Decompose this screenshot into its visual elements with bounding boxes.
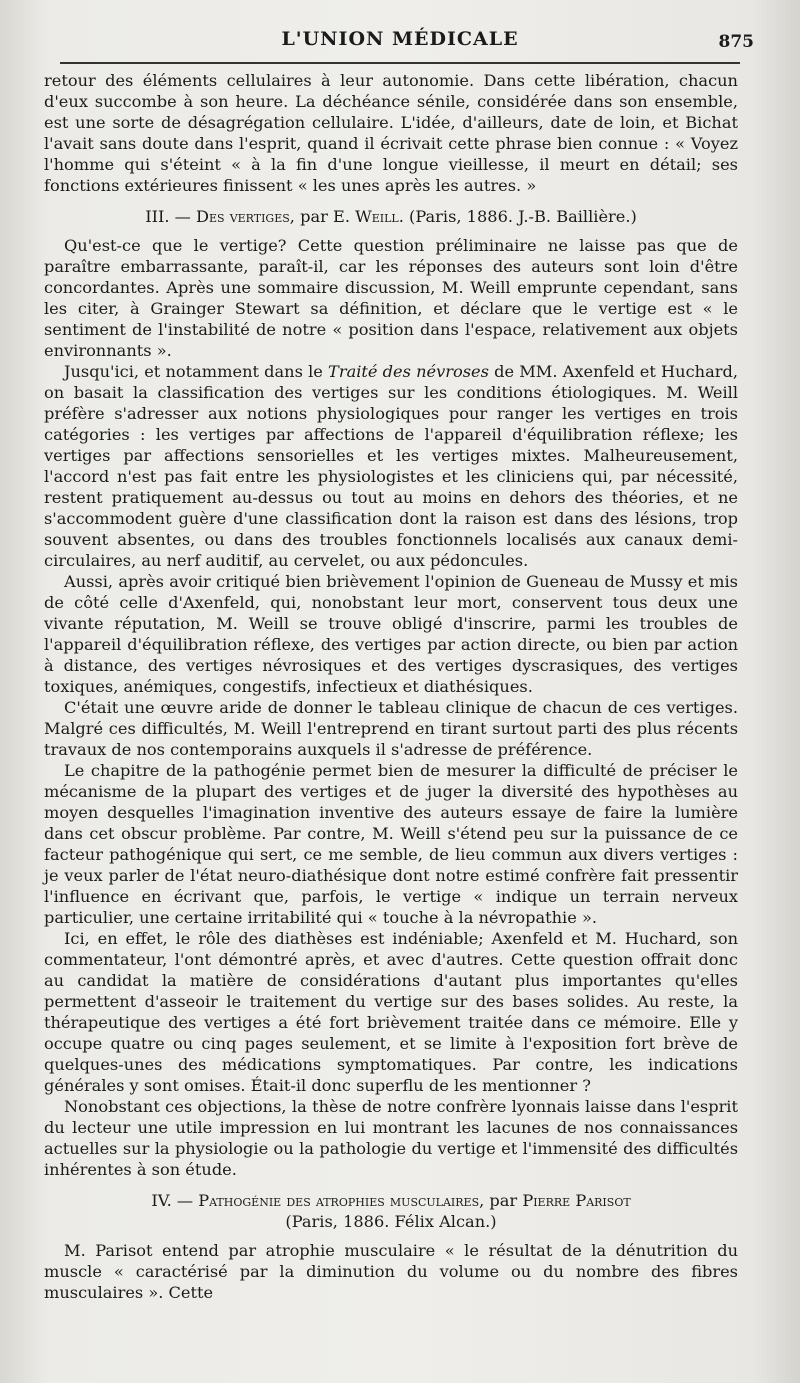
page-number: 875 (718, 32, 754, 52)
section-author: Pierre Parisot (522, 1191, 631, 1210)
section-by: , par (289, 207, 333, 226)
section-numeral: III. — (145, 207, 196, 226)
paragraph-text: de MM. Axenfeld et Huchard, on basait la classification des vertiges sur les conditions étiologiques. M. Weill préfère s'adresser aux notions physiologiques pour ranger les vertiges en trois catégories : les vertiges par affections de l'appareil d'équilibration réflexe; les vertiges par affections sensorielles et les vertiges mixtes. Malheureusement, l'accord n'est pas fait entre les physiologistes et les cliniciens qui, par nécessité, restent pratiquement au-dessus ou tout au moins en dehors des théories, et ne s'accommodent guère d'une classification dont la raison est dans des lésions, trop souvent absentes, ou dans des troubles fonctionnels localisés aux canaux demi-circulaires, au nerf auditif, au cervelet, ou aux pédoncules. (44, 362, 738, 570)
paragraph: M. Parisot entend par atrophie musculaire « le résultat de la dénutrition du muscle « caractérisé par la diminution du volume ou du nombre des fibres musculaires ». Cette (44, 1241, 738, 1302)
section-publication: (Paris, 1886. Félix Alcan.) (285, 1212, 497, 1231)
book-title: Traité des névroses (328, 362, 489, 381)
section-title: Pathogénie des atrophies musculaires (198, 1191, 480, 1210)
article-body (44, 70, 738, 1303)
paragraph: Le chapitre de la pathogénie permet bien de mesurer la difficulté de préciser le mécanisme de la plupart des vertiges et de juger la diversité des hypothèses au moyen desquelles l'imagination inventive des auteurs essaye de faire la lumière dans cet obscur problème. Par contre, M. Weill s'étend peu sur la puissance de ce facteur pathogénique qui sert, ce me semble, de lieu commun aux divers vertiges : je veux parler de l'état neuro-diathésique dont notre estimé confrère fait pressentir l'influence en écrivant que, parfois, le vertige « indique un terrain nerveux particulier, une certaine irritabilité qui « touche à la névropathie ». (44, 761, 738, 927)
paragraph: retour des éléments cellulaires à leur autonomie. Dans cette libération, chacun d'eux succombe à son heure. La déchéance sénile, considérée dans son ensemble, est une sorte de désagrégation cellulaire. L'idée, d'ailleurs, date de loin, et Bichat l'avait sans doute dans l'esprit, quand il écrivait cette phrase bien connue : « Voyez l'homme qui s'éteint « à la fin d'une longue vieillesse, il meurt en détail; ses fonctions extérieures finissent « les unes après les autres. » (44, 71, 738, 195)
journal-title: L'UNION MÉDICALE (281, 28, 519, 50)
section-title: Des vertiges (196, 207, 290, 226)
section-heading-iii (44, 206, 738, 227)
section-publication: . (Paris, 1886. J.-B. Baillière.) (398, 207, 637, 226)
section-heading-iv (44, 1190, 738, 1232)
section-numeral: IV. — (151, 1191, 199, 1210)
page-header (0, 22, 800, 62)
section-author: E. Weill (333, 207, 399, 226)
paragraph (44, 361, 738, 571)
section-by: , par (479, 1191, 523, 1210)
paragraph-text: Jusqu'ici, et notamment dans le (64, 362, 329, 381)
paragraph: Ici, en effet, le rôle des diathèses est indéniable; Axenfeld et M. Huchard, son commentateur, l'ont démontré après, et avec d'autres. Cette question offrait donc au candidat la matière de considérations d'autant plus importantes qu'elles permettent d'asseoir le traitement du vertige sur des bases solides. Au reste, la thérapeutique des vertiges a été fort brièvement traitée dans ce mémoire. Elle y occupe quatre ou cinq pages seulement, et se limite à l'exposition fort brève de quelques-unes des médications symptomatiques. Par contre, les indications générales y sont omises. Était-il donc superflu de les mentionner ? (44, 929, 738, 1095)
paragraph: Nonobstant ces objections, la thèse de notre confrère lyonnais laisse dans l'esprit du lecteur une utile impression en lui montrant les lacunes de nos connaissances actuelles sur la physiologie ou la pathologie du vertige et l'immensité des difficultés inhérentes à son étude. (44, 1097, 738, 1179)
paragraph: Qu'est-ce que le vertige? Cette question préliminaire ne laisse pas que de paraître embarrassante, paraît-il, car les réponses des auteurs sont loin d'être concordantes. Après une sommaire discussion, M. Weill emprunte cependant, sans les citer, à Grainger Stewart sa définition, et déclare que le vertige est « le sentiment de l'instabilité de notre « position dans l'espace, relativement aux objets environnants ». (44, 236, 738, 360)
paragraph: Aussi, après avoir critiqué bien brièvement l'opinion de Gueneau de Mussy et mis de côté celle d'Axenfeld, qui, nonobstant leur mort, conservent tous deux une vivante réputation, M. Weill se trouve obligé d'inscrire, parmi les troubles de l'appareil d'équilibration réflexe, des vertiges par action directe, ou bien par action à distance, des vertiges névrosiques et des vertiges dyscrasiques, des vertiges toxiques, anémiques, congestifs, infectieux et diathésiques. (44, 572, 738, 696)
paragraph: C'était une œuvre aride de donner le tableau clinique de chacun de ces vertiges. Malgré ces difficultés, M. Weill l'entreprend en tirant surtout parti des plus récents travaux de nos contemporains auxquels il s'adresse de préférence. (44, 698, 738, 759)
header-rule (60, 62, 740, 64)
